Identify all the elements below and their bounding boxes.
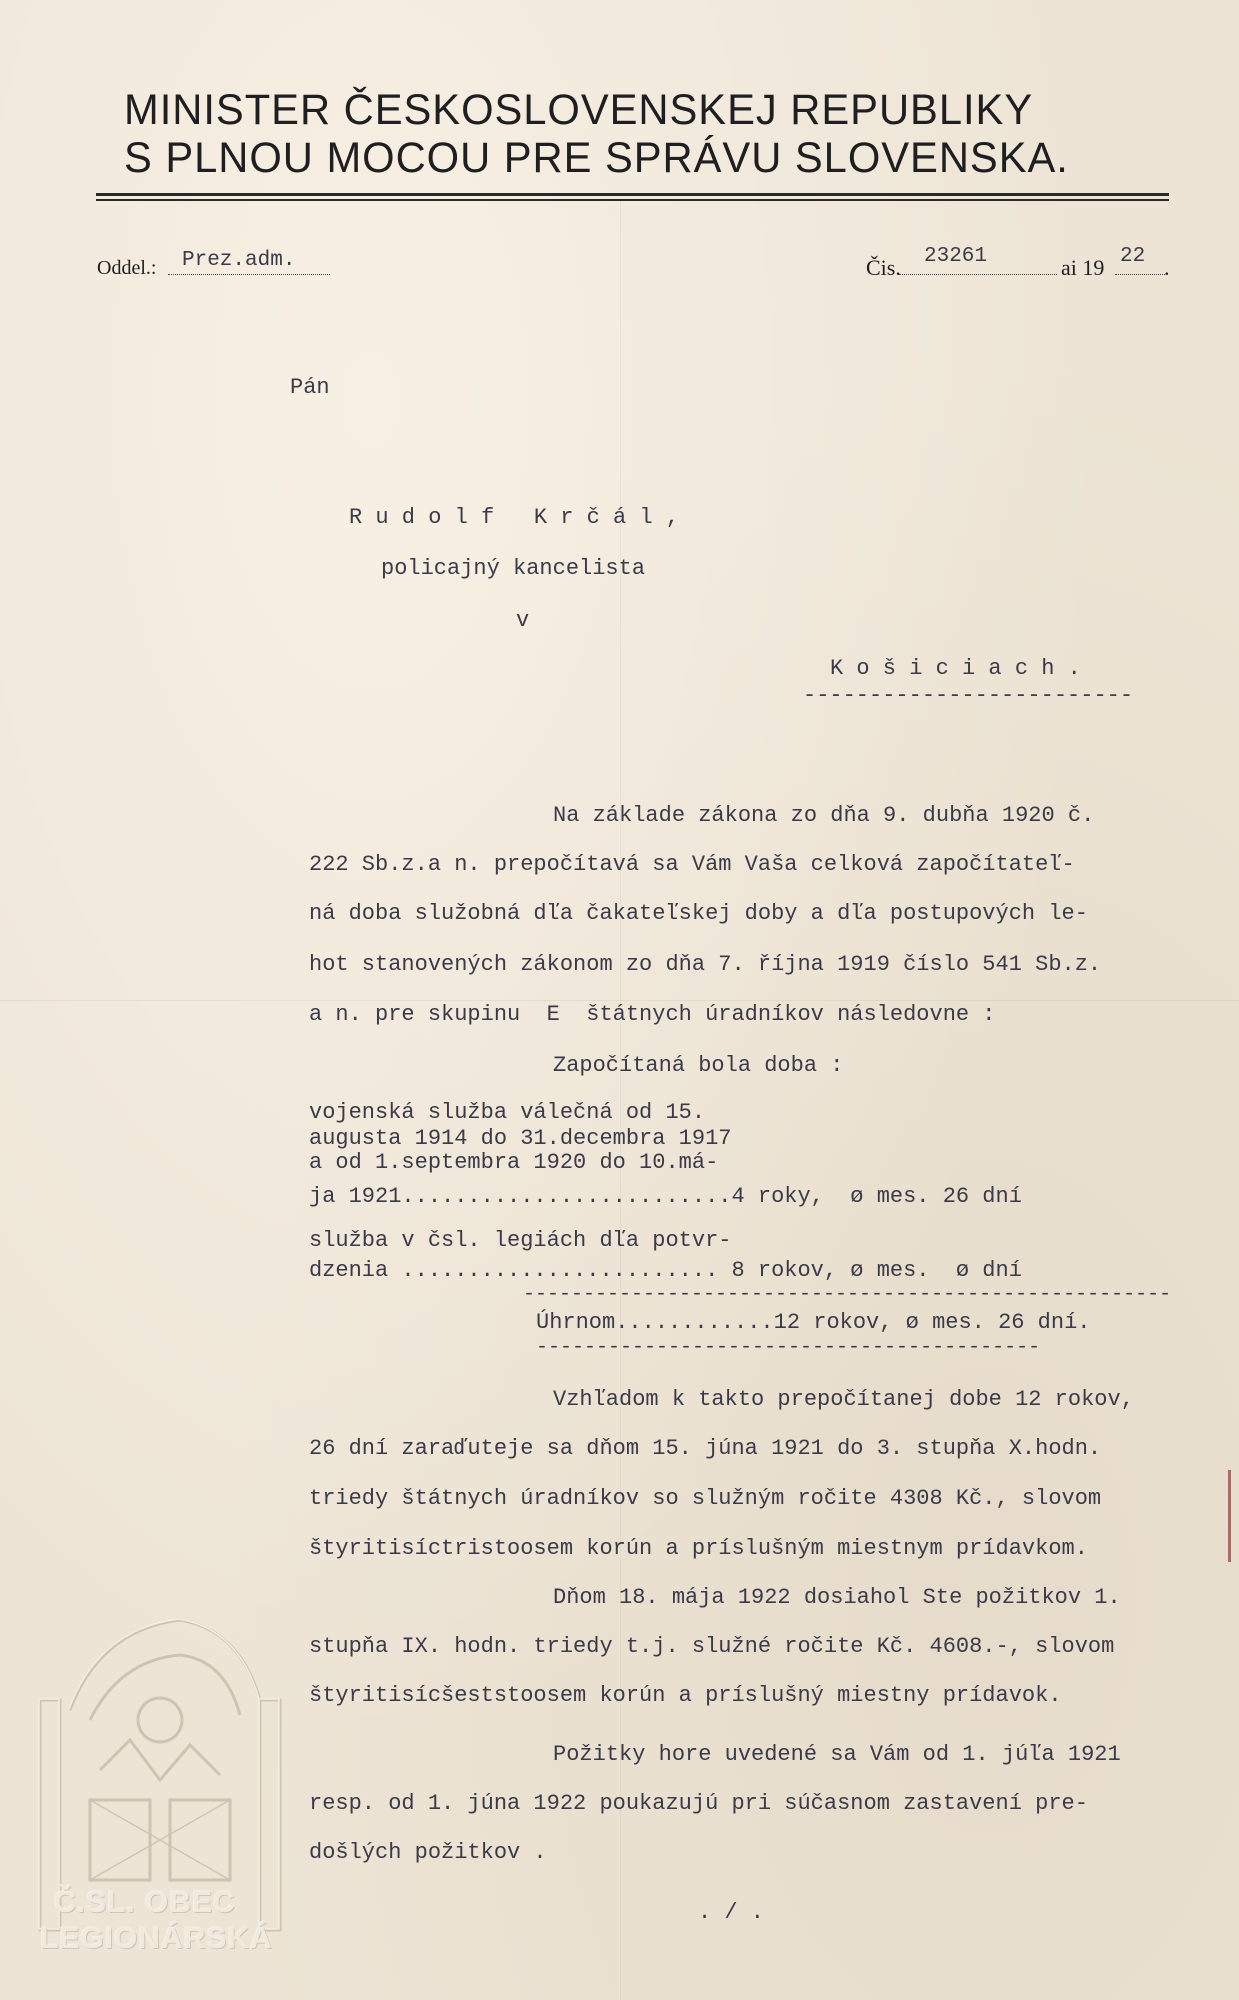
letterhead-rule-top — [96, 193, 1169, 196]
para2-line-3: triedy štátnych úradníkov so služným ročite 4308 Kč., slovom — [309, 1486, 1102, 1511]
service-1-line-4: ja 1921.........................4 roky, ø mes. 26 dní — [309, 1184, 1022, 1209]
service-1-line-2: augusta 1914 do 31.decembra 1917 — [309, 1126, 732, 1151]
stamp-text-line-1: Č.SL. OBEC — [54, 1886, 236, 1919]
para3-line-1: Dňom 18. mája 1922 dosiahol Ste požitkov 1. — [553, 1585, 1121, 1610]
para1-line-3: ná doba služobná dľa čakateľskej doby a dľa postupových le- — [309, 901, 1088, 926]
oddel-label: Oddel.: — [97, 257, 157, 279]
para1-line-4: hot stanovených zákonom zo dňa 7. října 1919 číslo 541 Sb.z. — [309, 952, 1102, 977]
counted-heading: Započítaná bola doba : — [553, 1053, 844, 1078]
service-1-line-1: vojenská služba válečná od 15. — [309, 1100, 706, 1125]
total-dashes: ------------------------------------------ — [536, 1336, 1041, 1359]
oddel-value: Prez.adm. — [182, 249, 296, 272]
para4-line-2: resp. od 1. júna 1922 poukazujú pri súčasnom zastavení pre- — [309, 1791, 1088, 1816]
recipient-title: policajný kancelista — [381, 556, 646, 581]
margin-mark — [1228, 1470, 1231, 1562]
recipient-city: K o š i c i a c h . — [830, 656, 1081, 681]
year-value: 22 — [1120, 245, 1146, 268]
para4-line-1: Požitky hore uvedené sa Vám od 1. júľa 1921 — [553, 1742, 1121, 1767]
continuation-mark: . / . — [698, 1900, 765, 1925]
total-line: Úhrnom............12 rokov, ø mes. 26 dní. — [536, 1310, 1091, 1335]
para1-line-1: Na základe zákona zo dňa 9. dubňa 1920 č. — [553, 803, 1095, 828]
para3-line-2: stupňa IX. hodn. triedy t.j. služné ročite Kč. 4608.-, slovom — [309, 1634, 1115, 1659]
para4-line-3: došlých požitkov . — [309, 1840, 547, 1865]
para2-line-2: 26 dní zaraďuteje sa dňom 15. júna 1921 do 3. stupňa X.hodn. — [309, 1436, 1102, 1461]
paper-fold-horizontal — [0, 1000, 1239, 1001]
para1-line-5: a n. pre skupinu E štátnych úradníkov následovne : — [309, 1002, 996, 1027]
service-1-line-3: a od 1.septembra 1920 do 10.má- — [309, 1150, 719, 1175]
cis-label: Čis. — [866, 255, 901, 280]
letterhead-rule-bottom — [96, 199, 1169, 201]
year-prefix: ai 19 — [1061, 255, 1105, 280]
year-dotted-line — [1115, 274, 1165, 275]
recipient-preposition: v — [516, 608, 530, 633]
cis-value: 23261 — [924, 245, 988, 268]
para1-line-2: 222 Sb.z.a n. prepočítavá sa Vám Vaša celková započítateľ- — [309, 852, 1075, 877]
letterhead-line-1: MINISTER ČESKOSLOVENSKEJ REPUBLIKY — [124, 86, 1034, 134]
recipient-city-underline: ------------------------- — [803, 683, 1134, 708]
letterhead-line-2: S PLNOU MOCOU PRE SPRÁVU SLOVENSKA. — [124, 134, 1069, 182]
para2-line-4: štyritisíctristoosem korún a príslušným miestnym prídavkom. — [309, 1536, 1088, 1561]
cis-dotted-line — [899, 274, 1057, 275]
letterhead — [124, 86, 1133, 182]
service-2-line-1: služba v čsl. legiách dľa potvr- — [309, 1228, 732, 1253]
legion-emblem-stamp — [30, 1570, 290, 1970]
salutation: Pán — [290, 375, 330, 400]
oddel-dotted-line — [168, 274, 330, 275]
recipient-name: R u d o l f K r č á l , — [349, 505, 680, 530]
para2-line-1: Vzhľadom k takto prepočítanej dobe 12 rokov, — [553, 1387, 1134, 1412]
stamp-text-line-2: LEGIONÁRSKÁ — [40, 1922, 273, 1955]
year-suffix: . — [1164, 255, 1170, 280]
sum-dashes: ------------------------------------------------------ — [523, 1283, 1172, 1306]
service-2-line-2: dzenia ........................ 8 rokov, ø mes. ø dní — [309, 1258, 1022, 1283]
para3-line-3: štyritisícšeststoosem korún a príslušný miestny prídavok. — [309, 1683, 1062, 1708]
